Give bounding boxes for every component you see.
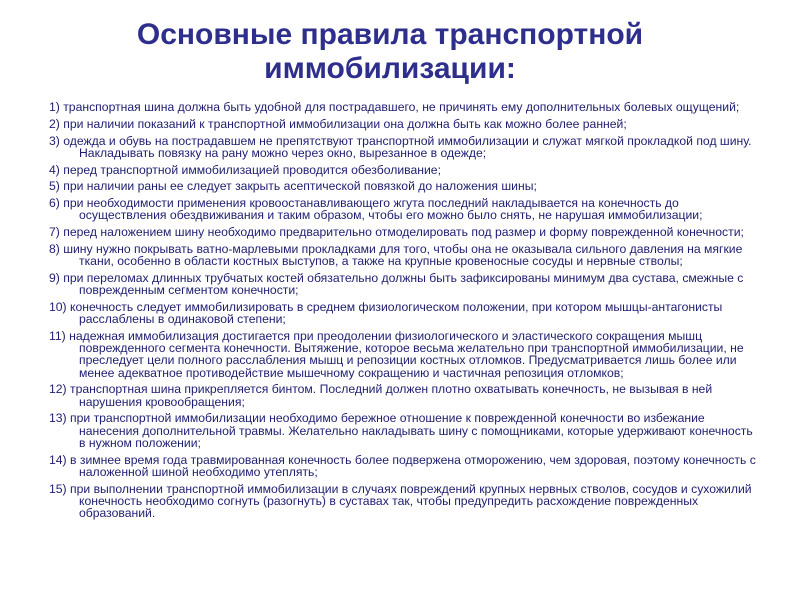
rule-item: 5) при наличии раны ее следует закрыть асептической повязкой до наложения шины; <box>49 179 537 194</box>
rule-item: 6) при необходимости применения кровоостанавливающего жгута последний накладывается на конечность до осуществления обездвиживания и таким образом, чтобы его можно было снять, не нарушая иммобилизации; <box>49 196 703 223</box>
rule-item: 4) перед транспортной иммобилизацией проводится обезболивание; <box>49 162 441 177</box>
page-title-line-2: иммобилизации: <box>264 52 516 85</box>
rule-item: 8) шину нужно покрывать ватно-марлевыми прокладками для того, чтобы она не оказывала сильного давления на мягкие ткани, особенно в области костных выступов, а также на крупные кровеносные сосуды и нервные стволы; <box>49 241 743 269</box>
rule-item: 9) при переломах длинных трубчатых костей обязательно должны быть зафиксированы минимум два сустава, смежные с поврежденным сегментом конечности; <box>49 270 744 298</box>
rule-item: 13) при транспортной иммобилизации необходимо бережное отношение к поврежденной конечности во избежание нанесения дополнительной травмы. Желательно накладывать шину с помощниками, которые удерживают конечность в нужном положении; <box>49 411 753 450</box>
rule-item: 3) одежда и обувь на пострадавшем не препятствуют транспортной иммобилизации и служат мягкой прокладкой под шину. Накладывать повязку на рану можно через окно, вырезанное в одежде; <box>49 133 752 160</box>
page-title-line-1: Основные правила транспортной <box>136 18 644 51</box>
rule-item: 14) в зимнее время года травмированная конечность более подвержена отморожению, чем здоровая, поэтому конечность с наложенной шиной необходимо утеплять; <box>49 452 756 479</box>
rule-item: 1) транспортная шина должна быть удобной для пострадавшего, не причинять ему дополнительных болевых ощущений; <box>49 100 740 114</box>
rules-list <box>49 101 759 524</box>
page-title <box>0 0 780 86</box>
rule-item: 7) перед наложением шину необходимо предварительно отмоделировать под размер и форму поврежденной конечности; <box>49 225 744 240</box>
rule-item: 15) при выполнении транспортной иммобилизации в случаях повреждений крупных нервных стволов, сосудов и сухожилий конечность необходимо согнуть (разогнуть) в суставах так, чтобы предупредить расхождение поврежденных образований. <box>49 481 752 520</box>
rule-item: 10) конечность следует иммобилизировать в среднем физиологическом положении, при котором мышцы-антагонисты расслаблены в одинаковой степени; <box>49 299 723 327</box>
rule-item: 12) транспортная шина прикрепляется бинтом. Последний должен плотно охватывать конечность, не вызывая в ней нарушения кровообращения; <box>49 382 713 409</box>
rule-item: 11) надежная иммобилизация достигается при преодолении физиологического и эластического сокращения мышц поврежденного сегмента конечности. Вытяжение, которое весьма желательно при транспортной иммобилизации, не преследует цели полного расслабления мышц и репозиции костных отломков. Предусматривается лишь более или менее адекватное противодействие мышечному сокращению и частичная репозиция отломков; <box>49 328 744 380</box>
rule-item: 2) при наличии показаний к транспортной иммобилизации она должна быть как можно более ранней; <box>49 116 627 131</box>
